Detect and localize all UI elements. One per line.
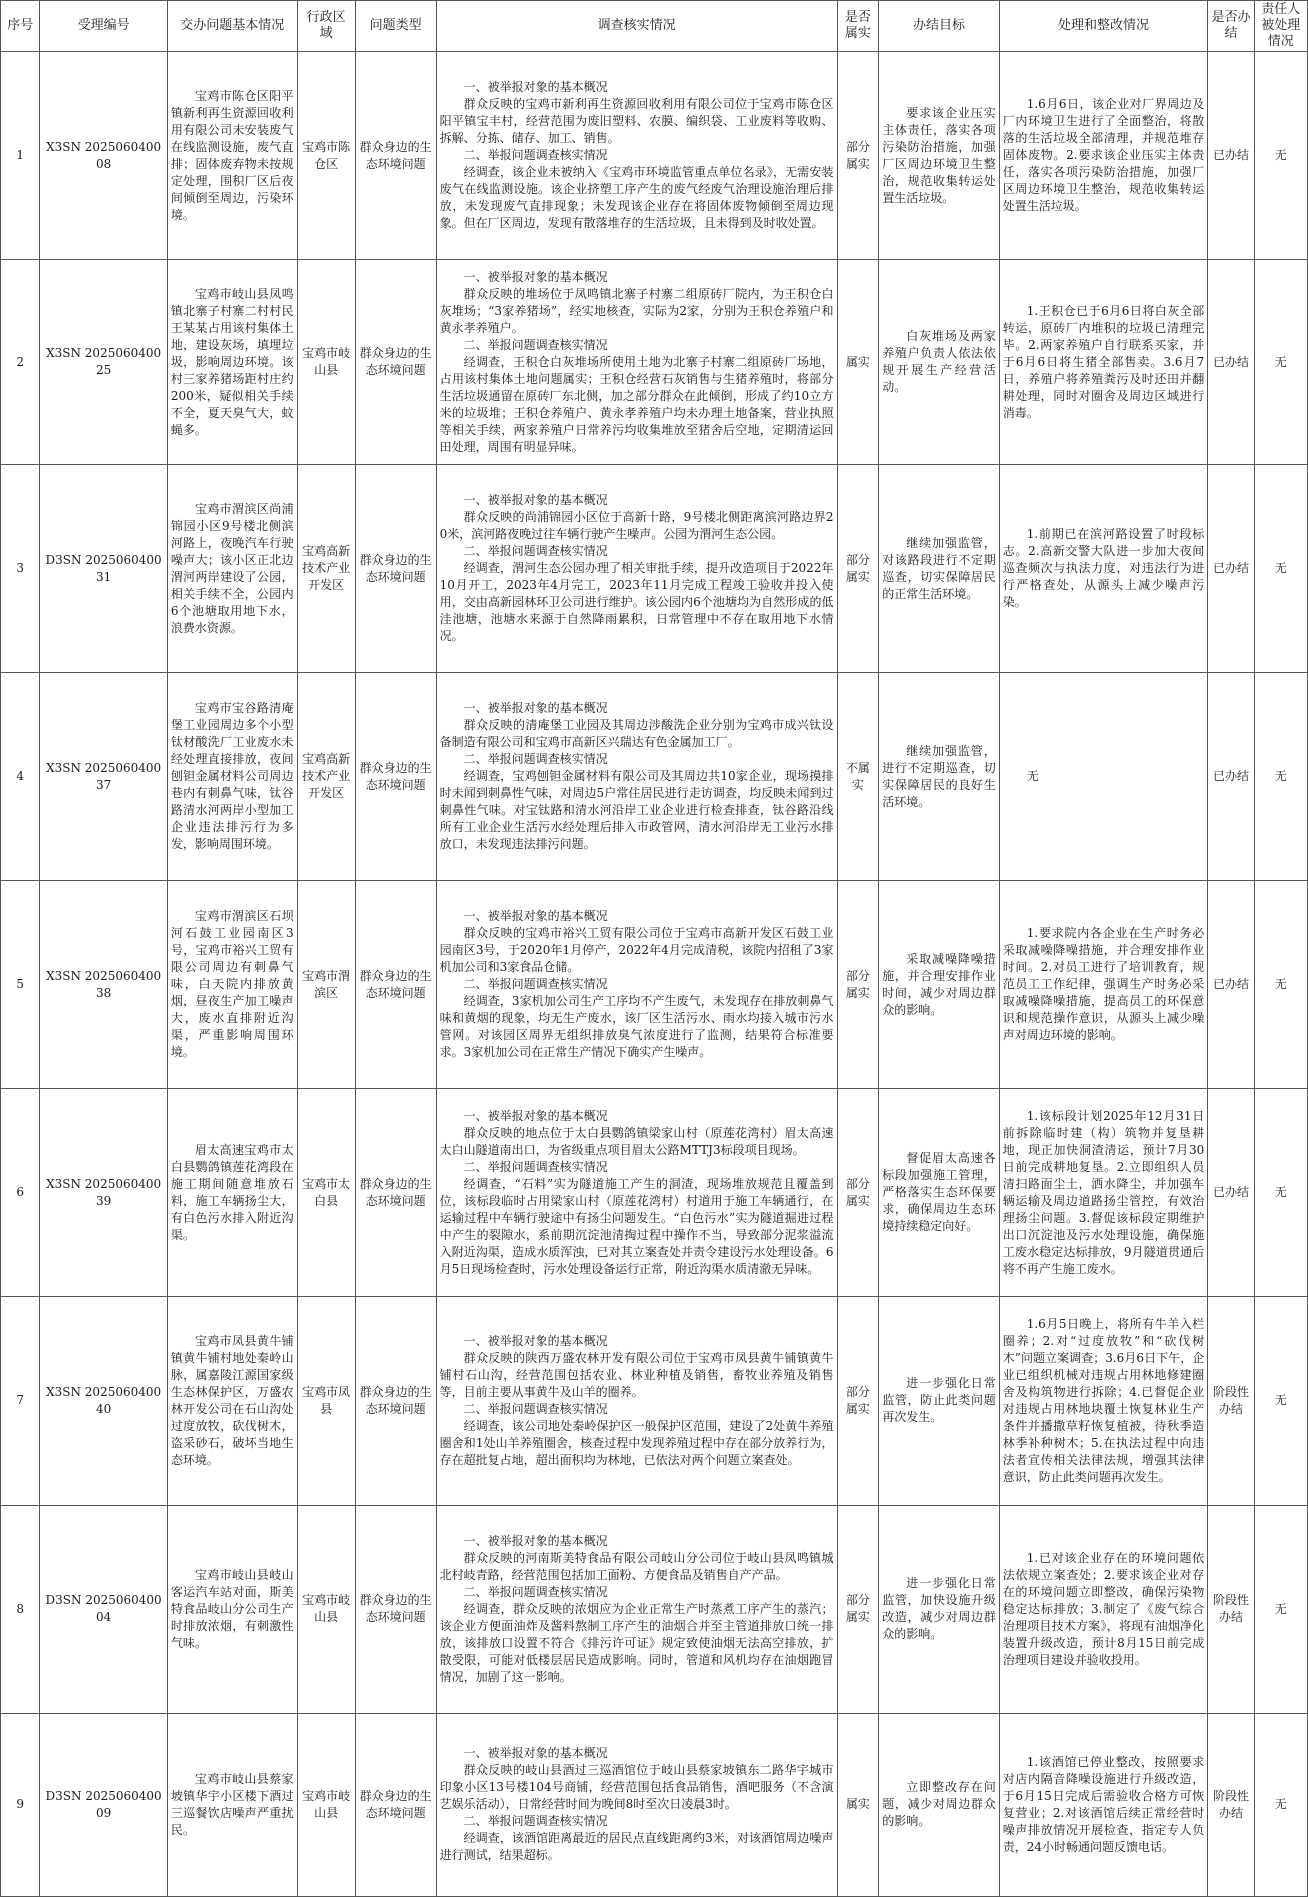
cell-verified: 部分属实 <box>837 1297 879 1505</box>
cell-verified: 属实 <box>837 260 879 465</box>
cell-verified: 不属实 <box>837 673 879 881</box>
cell-goal: 进一步强化日常监管，加快设施升级改造，减少对周边群众的影响。 <box>879 1505 1000 1713</box>
survey-paragraph: 经调查，该公司地处秦岭保护区一般保护区范围，建设了2处黄牛养殖圈舍和1处山羊养殖圈舍，核查过程中发现养殖过程中存在部分放养行为，存在超批复占地，超出面积均为林地，已依法对两个问题立案查处。 <box>439 1418 834 1467</box>
cell-region: 宝鸡市渭滨区 <box>297 881 355 1089</box>
survey-paragraph: 群众反映的清庵堡工业园及其周边涉酸洗企业分别为宝鸡市成兴钛设备制造有限公司和宝鸡市高新区兴瑞达有色金属加工厂。 <box>439 718 834 750</box>
cell-survey <box>436 881 837 1089</box>
cell-code: X3SN 202506040025 <box>40 260 167 465</box>
header-goal: 办结目标 <box>879 1 1000 52</box>
cell-verified: 部分属实 <box>837 881 879 1089</box>
cell-rectify: 1.前期已在滨河路设置了时段标志。2.高新交警大队进一步加大夜间巡查频次与执法力度，对违法行为进行严格查处，从源头上减少噪声污染。 <box>999 464 1208 672</box>
survey-section-title: 一、被举报对象的基本概况 <box>463 909 608 924</box>
cell-punish: 无 <box>1254 881 1307 1089</box>
header-basic: 交办问题基本情况 <box>167 1 297 52</box>
survey-section-title: 一、被举报对象的基本概况 <box>463 1533 608 1548</box>
survey-section-title: 二、举报问题调查核实情况 <box>463 1159 608 1174</box>
cell-rectify: 无 <box>999 673 1208 881</box>
cell-verified: 属实 <box>837 1713 879 1896</box>
cell-basic: 宝鸡市渭滨区石坝河石鼓工业园南区3号，宝鸡市裕兴工贸有限公司周边有刺鼻气味，白天院内排放黄烟，昼夜生产加工噪声大，废水直排附近沟渠，严重影响周围环境。 <box>167 881 297 1089</box>
cell-no: 2 <box>1 260 40 465</box>
cell-region: 宝鸡市岐山县 <box>297 1713 355 1896</box>
cell-done: 已办结 <box>1208 673 1254 881</box>
cell-rectify: 1.6月6日，该企业对厂界周边及厂内环境卫生进行了全面整治，将散落的生活垃圾全部清理，并规范堆存固体废物。2.要求该企业压实主体责任，落实各项污染防治措施，加强厂区周边环境卫生整治，规范收集转运处置生活垃圾。 <box>999 52 1208 260</box>
cell-code: X3SN 202506040038 <box>40 881 167 1089</box>
cell-done: 已办结 <box>1208 52 1254 260</box>
survey-section-title: 二、举报问题调查核实情况 <box>463 1401 608 1416</box>
header-region: 行政区域 <box>297 1 355 52</box>
header-punish: 责任人被处理情况 <box>1254 1 1307 52</box>
cell-survey <box>436 260 837 465</box>
cell-basic: 宝鸡市凤县黄牛铺镇黄牛铺村地处秦岭山脉，属嘉陵江源国家级生态林保护区，万盛农林开发公司在石山沟处过度放牧，砍伐树木，盗采砂石，破坏当地生态环境。 <box>167 1297 297 1505</box>
cell-code: D3SN 202506040009 <box>40 1713 167 1896</box>
cell-type: 群众身边的生态环境问题 <box>355 464 436 672</box>
survey-section-title: 二、举报问题调查核实情况 <box>463 1584 608 1599</box>
cell-goal: 继续加强监管，进行不定期巡查，切实保障居民的良好生活环境。 <box>879 673 1000 881</box>
cell-done: 已办结 <box>1208 464 1254 672</box>
cell-survey <box>436 52 837 260</box>
cell-punish: 无 <box>1254 1297 1307 1505</box>
cell-punish: 无 <box>1254 1089 1307 1297</box>
cell-done: 阶段性办结 <box>1208 1713 1254 1896</box>
cell-verified: 部分属实 <box>837 1505 879 1713</box>
survey-paragraph: 群众反映的地点位于太白县鹦鸽镇梁家山村（原莲花湾村）眉太高速太白山隧道南出口，为省级重点项目眉太公路MTTJ3标段项目现场。 <box>439 1125 834 1157</box>
cell-region: 宝鸡市凤县 <box>297 1297 355 1505</box>
survey-section-title: 二、举报问题调查核实情况 <box>463 544 608 559</box>
survey-section-title: 二、举报问题调查核实情况 <box>463 148 608 163</box>
cell-region: 宝鸡高新技术产业开发区 <box>297 464 355 672</box>
cell-type: 群众身边的生态环境问题 <box>355 1505 436 1713</box>
cell-no: 3 <box>1 464 40 672</box>
cell-type: 群众身边的生态环境问题 <box>355 1089 436 1297</box>
survey-section-title: 一、被举报对象的基本概况 <box>463 269 608 284</box>
cell-type: 群众身边的生态环境问题 <box>355 1713 436 1896</box>
survey-paragraph: 经调查，3家机加公司生产工序均不产生废气，未发现存在排放刺鼻气味和黄烟的现象，均无生产废水，该厂区生活污水、雨水均接入城市污水管网。对该园区周界无组织排放臭气浓度进行了监测，结果符合标准要求。3家机加公司在正常生产情况下确实产生噪声。 <box>439 994 834 1060</box>
header-verified: 是否属实 <box>837 1 879 52</box>
cell-goal: 进一步强化日常监管，防止此类问题再次发生。 <box>879 1297 1000 1505</box>
cell-no: 6 <box>1 1089 40 1297</box>
cell-punish: 无 <box>1254 260 1307 465</box>
cell-done: 阶段性办结 <box>1208 1297 1254 1505</box>
survey-section-title: 一、被举报对象的基本概况 <box>463 493 608 508</box>
cell-goal: 采取减噪降噪措施，并合理安排作业时间，减少对周边群众的影响。 <box>879 881 1000 1089</box>
table-row <box>1 52 1308 260</box>
cell-goal: 白灰堆场及两家养殖户负责人依法依规开展生产经营活动。 <box>879 260 1000 465</box>
survey-paragraph: 群众反映的岐山县酒过三巡酒馆位于岐山县蔡家坡镇东二路华宇城市印象小区13号楼104号商铺，经营范围包括食品销售，酒吧服务（不含演艺娱乐活动），日常经营时间为晚间8时至次日凌晨3时。 <box>439 1763 834 1812</box>
cell-verified: 部分属实 <box>837 52 879 260</box>
cell-survey <box>436 1297 837 1505</box>
survey-section-title: 一、被举报对象的基本概况 <box>463 1108 608 1123</box>
cell-type: 群众身边的生态环境问题 <box>355 881 436 1089</box>
header-type: 问题类型 <box>355 1 436 52</box>
cell-survey <box>436 464 837 672</box>
table-row <box>1 464 1308 672</box>
cell-done: 已办结 <box>1208 1089 1254 1297</box>
cell-rectify: 1.该酒馆已停业整改，按照要求对店内隔音降噪设施进行升级改造，于6月15日完成后需验收合格方可恢复营业；2.对该酒馆后续正常经营时噪声排放情况开展检查，指定专人负责，24小时畅通问题反馈电话。 <box>999 1713 1208 1896</box>
survey-paragraph: 经调查，宝鸡刨钽金属材料有限公司及其周边共10家企业，现场摸排时未闻到刺鼻性气味，对周边5户常住居民进行走访调查，均反映未闻到过刺鼻性气味。对宝钛路和清水河沿岸工业企业进行检查排查，钛谷路沿线所有工业企业生活污水经处理后排入市政管网，清水河沿岸无工业污水排放口，未发现违法排污问题。 <box>439 769 834 852</box>
cell-basic: 宝鸡市岐山县岐山客运汽车站对面，斯美特食品岐山分公司生产时排放浓烟，有刺激性气味。 <box>167 1505 297 1713</box>
cell-type: 群众身边的生态环境问题 <box>355 260 436 465</box>
cell-region: 宝鸡市岐山县 <box>297 1505 355 1713</box>
cell-rectify: 1.该标段计划2025年12月31日前拆除临时建（构）筑物并复垦耕地，现正加快洞渣清运，预计7月30日前完成耕地复垦。2.立即组织人员清扫路面尘土，洒水降尘，并加强车辆运输及周边道路扬尘管控，有效治理扬尘问题。3.督促该标段定期维护出口沉淀池及污水处理设施，确保施工废水稳定达标排放，9月隧道贯通后将不再产生施工废水。 <box>999 1089 1208 1297</box>
cell-done: 已办结 <box>1208 881 1254 1089</box>
survey-paragraph: 群众反映的宝鸡市新利再生资源回收利用有限公司位于宝鸡市陈仓区阳平镇宝丰村，经营范围为废旧塑料、农膜、编织袋、工业废料等收购、拆解、分拣、储存、加工、销售。 <box>439 97 834 146</box>
survey-section-title: 二、举报问题调查核实情况 <box>463 337 608 352</box>
cell-code: X3SN 202506040040 <box>40 1297 167 1505</box>
survey-paragraph: 群众反映的堆场位于凤鸣镇北寨子村寨二组原砖厂院内，为王积仓白灰堆场；“3家养猪场”，经实地核查，实际为2家，分别为王积仓养殖户和黄永孝养殖户。 <box>439 286 834 335</box>
cell-code: D3SN 202506040004 <box>40 1505 167 1713</box>
cell-rectify: 1.6月5日晚上，将所有牛羊入栏圈养；2.对“过度放牧”和“砍伐树木”问题立案调查；3.6月6日下午，企业已组织机械对违规占用林地修建圈舍及构筑物进行拆除；4.已督促企业对违规占用林地块覆土恢复林业生产条件并播撒草籽恢复植被，待秋季造林季补种树木；5.在执法过程中向违法者宣传相关法律法规，增强其法律意识，防止此类问题再次发生。 <box>999 1297 1208 1505</box>
cell-type: 群众身边的生态环境问题 <box>355 1297 436 1505</box>
table-row <box>1 881 1308 1089</box>
cell-code: X3SN 202506040039 <box>40 1089 167 1297</box>
cell-survey <box>436 673 837 881</box>
cell-goal: 要求该企业压实主体责任，落实各项污染防治措施，加强厂区周边环境卫生整治，规范收集转运处置生活垃圾。 <box>879 52 1000 260</box>
header-no: 序号 <box>1 1 40 52</box>
cell-no: 1 <box>1 52 40 260</box>
cell-type: 群众身边的生态环境问题 <box>355 673 436 881</box>
cell-basic: 宝鸡市岐山县蔡家坡镇华宇小区楼下酒过三巡餐饮店噪声严重扰民。 <box>167 1713 297 1896</box>
cell-region: 宝鸡市太白县 <box>297 1089 355 1297</box>
survey-paragraph: 群众反映的河南斯美特食品有限公司岐山分公司位于岐山县凤鸣镇城北村岐青路，经营范围包括加工面粉、方便食品及销售自产产品。 <box>439 1550 834 1582</box>
survey-section-title: 二、举报问题调查核实情况 <box>463 752 608 767</box>
cell-goal: 督促眉太高速各标段加强施工管理，严格落实生态环保要求，确保周边生态环境持续稳定向好。 <box>879 1089 1000 1297</box>
header-code: 受理编号 <box>40 1 167 52</box>
survey-section-title: 一、被举报对象的基本概况 <box>463 1746 608 1761</box>
cell-no: 9 <box>1 1713 40 1896</box>
cell-code: D3SN 202506040031 <box>40 464 167 672</box>
cell-punish: 无 <box>1254 673 1307 881</box>
cell-no: 4 <box>1 673 40 881</box>
cell-rectify: 1.已对该企业存在的环境问题依法依规立案查处；2.要求该企业对存在的环境问题立即整改，确保污染物稳定达标排放；3.制定了《废气综合治理项目技术方案》，将现有油烟净化装置升级改造，预计8月15日前完成治理项目建设并验收投用。 <box>999 1505 1208 1713</box>
survey-paragraph: 经调查，“石料”实为隧道施工产生的洞渣，现场堆放规范且覆盖到位，该标段临时占用梁家山村（原莲花湾村）村道用于施工车辆通行，在运输过程中车辆行驶途中有扬尘问题发生。“白色污水”实为隧道掘进过程中产生的裂隙水，系前期沉淀池清掏过程中操作不当，导致部分泥浆溢流入附近沟渠，造成水质浑浊，已对其立案查处并责令建设污水处理设备。6月5日现场检查时，污水处理设备运行正常，附近沟渠水质清澈无异味。 <box>439 1176 834 1276</box>
cell-punish: 无 <box>1254 52 1307 260</box>
cell-basic: 宝鸡市宝谷路清庵堡工业园周边多个小型钛材酸洗厂工业废水未经处理直接排放，夜间刨钽金属材料公司周边巷内有刺鼻气味，钛谷路清水河两岸小型加工企业违法排污行为多发，影响周围环境。 <box>167 673 297 881</box>
cell-region: 宝鸡市陈仓区 <box>297 52 355 260</box>
survey-section-title: 二、举报问题调查核实情况 <box>463 1814 608 1829</box>
table-row <box>1 1505 1308 1713</box>
survey-paragraph: 经调查，渭河生态公园办理了相关审批手续，提升改造项目于2022年10月开工，2023年4月完工，2023年11月完成工程竣工验收并投入使用，交由高新园林环卫公司进行维护。该公园内6个池塘均为自然形成的低洼池塘，池塘水来源于自然降雨累积，日常管理中不存在取用地下水情况。 <box>439 561 834 644</box>
table-body <box>1 52 1308 1897</box>
cell-done: 阶段性办结 <box>1208 1505 1254 1713</box>
cell-basic: 宝鸡市岐山县凤鸣镇北寨子村寨二村村民王某某占用该村集体土地，建设灰场，填埋垃圾，影响周边环境。该村三家养猪场距村庄约200米，疑似相关手续不全，夏天臭气大，蚊蝇多。 <box>167 260 297 465</box>
cell-no: 8 <box>1 1505 40 1713</box>
cell-no: 5 <box>1 881 40 1089</box>
cell-region: 宝鸡高新技术产业开发区 <box>297 673 355 881</box>
cell-survey <box>436 1089 837 1297</box>
cell-survey <box>436 1713 837 1896</box>
table-row <box>1 1297 1308 1505</box>
header-rectify: 处理和整改情况 <box>999 1 1208 52</box>
cell-no: 7 <box>1 1297 40 1505</box>
survey-paragraph: 群众反映的宝鸡市裕兴工贸有限公司位于宝鸡市高新开发区石鼓工业园南区3号，于2020年1月停产，2022年4月完成清税，该院内招租了3家机加公司和3家食品仓储。 <box>439 926 834 975</box>
cell-survey <box>436 1505 837 1713</box>
table-row <box>1 260 1308 465</box>
cell-goal: 继续加强监管，对该路段进行不定期巡查，切实保障居民的正常生活环境。 <box>879 464 1000 672</box>
header-row <box>1 1 1308 52</box>
cell-basic: 宝鸡市渭滨区尚浦锦园小区9号楼北侧滨河路上，夜晚汽车行驶噪声大；该小区正北边渭河两岸建设了公园，相关手续不全，公园内6个池塘取用地下水，浪费水资源。 <box>167 464 297 672</box>
cell-rectify: 1.王积仓已于6月6日将白灰全部转运，原砖厂内堆积的垃圾已清理完毕。2.两家养殖户自行联系买家，并于6月6日将生猪全部售卖。3.6月7日，养殖户将养殖粪污及时还田并翻耕处理，同时对圈舍及周边区域进行消毒。 <box>999 260 1208 465</box>
cell-code: X3SN 202506040008 <box>40 52 167 260</box>
cell-basic: 眉太高速宝鸡市太白县鹦鸽镇莲花湾段在施工期间随意堆放石料，施工车辆扬尘大，有白色污水排入附近沟渠。 <box>167 1089 297 1297</box>
survey-paragraph: 群众反映的尚浦锦园小区位于高新十路，9号楼北侧距离滨河路边界20米，滨河路夜晚过往车辆行驶产生噪声。公园为渭河生态公园。 <box>439 510 834 542</box>
table-row <box>1 673 1308 881</box>
cell-verified: 部分属实 <box>837 464 879 672</box>
header-done: 是否办结 <box>1208 1 1254 52</box>
cell-punish: 无 <box>1254 1713 1307 1896</box>
table-row <box>1 1713 1308 1896</box>
survey-section-title: 一、被举报对象的基本概况 <box>463 701 608 716</box>
cell-basic: 宝鸡市陈仓区阳平镇新利再生资源回收利用有限公司未安装废气在线监测设施，废气直排；固体废弃物未按规定处理，围积厂区后夜间倾倒至周边，污染环境。 <box>167 52 297 260</box>
cell-region: 宝鸡市岐山县 <box>297 260 355 465</box>
cell-punish: 无 <box>1254 1505 1307 1713</box>
survey-paragraph: 经调查，群众反映的浓烟应为企业正常生产时蒸煮工序产生的蒸汽；该企业方便面油炸及酱料熬制工序产生的油烟合并至主管道排放口统一排放，该排放口设置不符合《排污许可证》规定致使油烟无法高空排放，扩散受限，可能对低楼层居民造成影响。同时，管道和风机均存在油烟跑冒情况，加剧了这一影响。 <box>439 1601 834 1684</box>
header-survey: 调查核实情况 <box>436 1 837 52</box>
survey-paragraph: 经调查，该酒馆距离最近的居民点直线距离约3米，对该酒馆周边噪声进行测试，结果超标。 <box>439 1831 834 1863</box>
survey-section-title: 一、被举报对象的基本概况 <box>463 1333 608 1348</box>
survey-section-title: 一、被举报对象的基本概况 <box>463 80 608 95</box>
table-row <box>1 1089 1308 1297</box>
survey-paragraph: 经调查，该企业未被纳入《宝鸡市环境监管重点单位名录》，无需安装废气在线监测设施。该企业挤塑工序产生的废气经废气治理设施治理后排放，未发现废气直排现象；未发现该企业存在将固体废物倾倒至周边现象。但在厂区周边，发现有散落堆存的生活垃圾，且未得到及时收处置。 <box>439 165 834 231</box>
cell-type: 群众身边的生态环境问题 <box>355 52 436 260</box>
cell-done: 已办结 <box>1208 260 1254 465</box>
cell-punish: 无 <box>1254 464 1307 672</box>
survey-section-title: 二、举报问题调查核实情况 <box>463 977 608 992</box>
cell-code: X3SN 202506040037 <box>40 673 167 881</box>
cell-goal: 立即整改存在问题，减少对周边群众的影响。 <box>879 1713 1000 1896</box>
cell-verified: 部分属实 <box>837 1089 879 1297</box>
cell-rectify: 1.要求院内各企业在生产时务必采取减噪降噪措施，并合理安排作业时间。2.对员工进行了培训教育，规范员工工作纪律，强调生产时务必采取减噪降噪措施，提高员工的环保意识和规范操作意识，从源头上减少噪声对周边环境的影响。 <box>999 881 1208 1089</box>
survey-paragraph: 经调查，王积仓白灰堆场所使用土地为北寨子村寨二组原砖厂场地，占用该村集体土地问题属实；王积仓经营石灰销售与生猪养殖时，将部分生活垃圾通留在原砖厂东北侧，加之部分群众在此倾倒，形成了约10立方米的垃圾堆；王积仓养殖户、黄永孝养殖户均未办理土地备案，营业执照等相关手续，两家养殖户日常养污均收集堆放至猪舍后空地，定期清运回田处理，周围有明显异味。 <box>439 354 834 454</box>
survey-paragraph: 群众反映的陕西万盛农林开发有限公司位于宝鸡市凤县黄牛铺镇黄牛铺村石山沟，经营范围包括农业、林业种植及销售，畜牧业养殖及销售等，目前主要从事黄牛及山羊的圈养。 <box>439 1350 834 1399</box>
